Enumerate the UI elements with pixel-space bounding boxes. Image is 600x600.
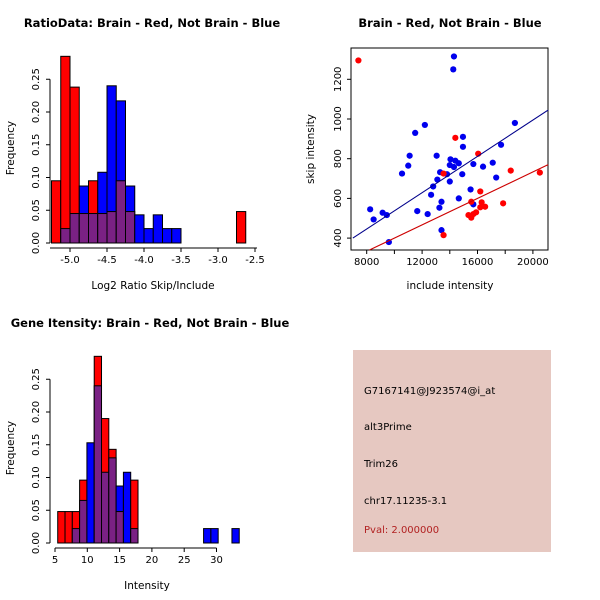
y-tick-label: 400 xyxy=(333,228,344,248)
histogram-overlap-bar xyxy=(94,386,101,543)
blue-data-point xyxy=(438,199,444,205)
blue-data-point xyxy=(493,174,499,180)
blue-data-point xyxy=(470,161,476,167)
histogram-bar xyxy=(172,229,181,243)
histogram-bar xyxy=(135,215,144,243)
x-tick-label: -3.0 xyxy=(208,255,228,266)
intensity-scatter-panel xyxy=(300,0,600,300)
histogram-overlap-bar xyxy=(131,529,138,543)
histogram-overlap-bar xyxy=(70,214,79,243)
location-text: chr17.11235-3.1 xyxy=(364,496,448,507)
histogram-overlap-bar xyxy=(79,214,88,243)
blue-data-point xyxy=(480,164,486,170)
blue-data-point xyxy=(425,211,431,217)
histogram-overlap-bar xyxy=(107,212,116,243)
y-tick-label: 1200 xyxy=(333,66,344,93)
histogram-overlap-bar xyxy=(89,214,98,243)
blue-data-point xyxy=(467,186,473,192)
blue-data-point xyxy=(412,130,418,136)
blue-data-point xyxy=(367,206,373,212)
gene-name-text: Trim26 xyxy=(364,459,398,470)
blue-data-point xyxy=(414,208,420,214)
histogram-overlap-bar xyxy=(98,214,107,243)
ratio-histogram-panel xyxy=(0,0,300,300)
red-data-point xyxy=(537,169,543,175)
blue-data-point xyxy=(451,53,457,59)
histogram-overlap-bar xyxy=(102,472,109,543)
histogram-bar xyxy=(163,229,172,243)
y-tick-label: 0.20 xyxy=(31,400,42,424)
histogram-bar xyxy=(237,212,246,243)
ratio-histogram-plot xyxy=(31,56,265,266)
x-tick-label: -4.5 xyxy=(97,255,117,266)
x-tick-label: 30 xyxy=(210,555,223,566)
blue-data-point xyxy=(428,192,434,198)
histogram-bar xyxy=(58,512,65,543)
blue-data-point xyxy=(407,153,413,159)
y-tick-label: 0.10 xyxy=(31,466,42,489)
histogram-overlap-bar xyxy=(109,458,116,543)
red-data-point xyxy=(440,170,446,176)
gene-intensity-histogram-panel xyxy=(0,300,300,600)
x-tick-label: 10 xyxy=(80,555,94,566)
y-tick-label: 0.05 xyxy=(31,199,42,222)
histogram-overlap-bar xyxy=(80,500,87,543)
gene-info-quadrant xyxy=(300,300,600,600)
ratio-histogram-ylabel: Frequency xyxy=(5,120,17,176)
x-tick-label: 20000 xyxy=(516,257,549,268)
intensity-scatter-title: Brain - Red, Not Brain - Blue xyxy=(358,16,542,30)
histogram-overlap-bar xyxy=(72,529,79,543)
x-tick-label: 5 xyxy=(51,555,59,566)
ratio-histogram-title: RatioData: Brain - Red, Not Brain - Blue xyxy=(23,16,281,30)
gene-intensity-histogram-xlabel: Intensity xyxy=(124,580,170,592)
y-tick-label: 0.15 xyxy=(31,433,42,456)
blue-data-point xyxy=(459,171,465,177)
histogram-overlap-bar xyxy=(116,512,123,543)
histogram-bar xyxy=(232,529,239,543)
red-data-point xyxy=(482,204,488,210)
blue-data-point xyxy=(456,160,462,166)
blue-data-point xyxy=(460,144,466,150)
blue-data-point xyxy=(434,153,440,159)
gene-info-panel xyxy=(353,350,551,552)
x-tick-label: 16000 xyxy=(461,257,494,268)
blue-data-point xyxy=(422,122,428,128)
blue-data-point xyxy=(512,120,518,126)
x-tick-label: -2.5 xyxy=(245,255,265,266)
y-tick-label: 0.05 xyxy=(31,499,42,522)
histogram-bar xyxy=(144,229,153,243)
histogram-bar xyxy=(123,472,130,543)
splice-type-text: alt3Prime xyxy=(364,422,412,433)
blue-data-point xyxy=(447,178,453,184)
red-regression-line xyxy=(369,165,548,250)
y-tick-label: 1000 xyxy=(333,106,344,132)
blue-regression-line xyxy=(353,110,548,238)
histogram-bar xyxy=(61,56,70,243)
histogram-bar xyxy=(87,443,94,543)
blue-data-point xyxy=(490,160,496,166)
red-data-point xyxy=(473,209,479,215)
blue-data-point xyxy=(460,134,466,140)
red-data-point xyxy=(500,200,506,206)
blue-data-point xyxy=(450,66,456,72)
histogram-bar xyxy=(211,529,218,543)
y-tick-label: 0.25 xyxy=(31,368,42,391)
y-tick-label: 0.20 xyxy=(31,100,42,124)
histogram-bar xyxy=(65,512,72,543)
x-tick-label: -4.0 xyxy=(134,255,154,266)
red-data-point xyxy=(477,188,483,194)
x-tick-label: -5.0 xyxy=(60,255,80,266)
red-data-point xyxy=(468,215,474,221)
intensity-scatter-plot xyxy=(333,48,549,268)
x-tick-label: 8000 xyxy=(353,257,380,268)
y-tick-label: 0.25 xyxy=(31,68,42,91)
y-tick-label: 600 xyxy=(333,188,344,208)
blue-data-point xyxy=(371,216,377,222)
histogram-overlap-bar xyxy=(126,212,135,243)
x-tick-label: 25 xyxy=(177,555,191,566)
blue-data-point xyxy=(436,205,442,211)
blue-data-point xyxy=(405,163,411,169)
y-tick-label: 0.00 xyxy=(31,231,42,255)
histogram-bar xyxy=(52,181,61,243)
histogram-overlap-bar xyxy=(116,181,125,243)
x-tick-label: -3.5 xyxy=(171,255,191,266)
y-tick-label: 0.15 xyxy=(31,133,42,156)
red-data-point xyxy=(440,232,446,238)
y-tick-label: 0.00 xyxy=(31,531,42,555)
histogram-overlap-bar xyxy=(61,229,70,243)
blue-data-point xyxy=(451,164,457,170)
x-tick-label: 20 xyxy=(145,555,159,566)
intensity-scatter-xlabel: include intensity xyxy=(406,280,494,292)
y-tick-label: 0.10 xyxy=(31,166,42,189)
gene-intensity-histogram-plot xyxy=(31,356,239,566)
intensity-scatter-ylabel: skip intensity xyxy=(305,114,317,184)
pval-text: Pval: 2.000000 xyxy=(364,525,440,536)
histogram-bar xyxy=(204,529,211,543)
gene-intensity-histogram-ylabel: Frequency xyxy=(5,420,17,476)
blue-data-point xyxy=(456,195,462,201)
red-data-point xyxy=(452,135,458,141)
y-tick-label: 800 xyxy=(333,149,344,169)
histogram-bar xyxy=(153,215,162,243)
ratio-histogram-xlabel: Log2 Ratio Skip/Include xyxy=(91,280,215,292)
probe-id-text: G7167141@J923574@i_at xyxy=(364,386,496,397)
blue-data-point xyxy=(399,170,405,176)
x-tick-label: 15 xyxy=(113,555,126,566)
x-tick-label: 12000 xyxy=(406,257,439,268)
red-data-point xyxy=(508,168,514,174)
red-data-point xyxy=(355,57,361,63)
gene-intensity-histogram-title: Gene Itensity: Brain - Red, Not Brain - Blue xyxy=(10,316,290,330)
